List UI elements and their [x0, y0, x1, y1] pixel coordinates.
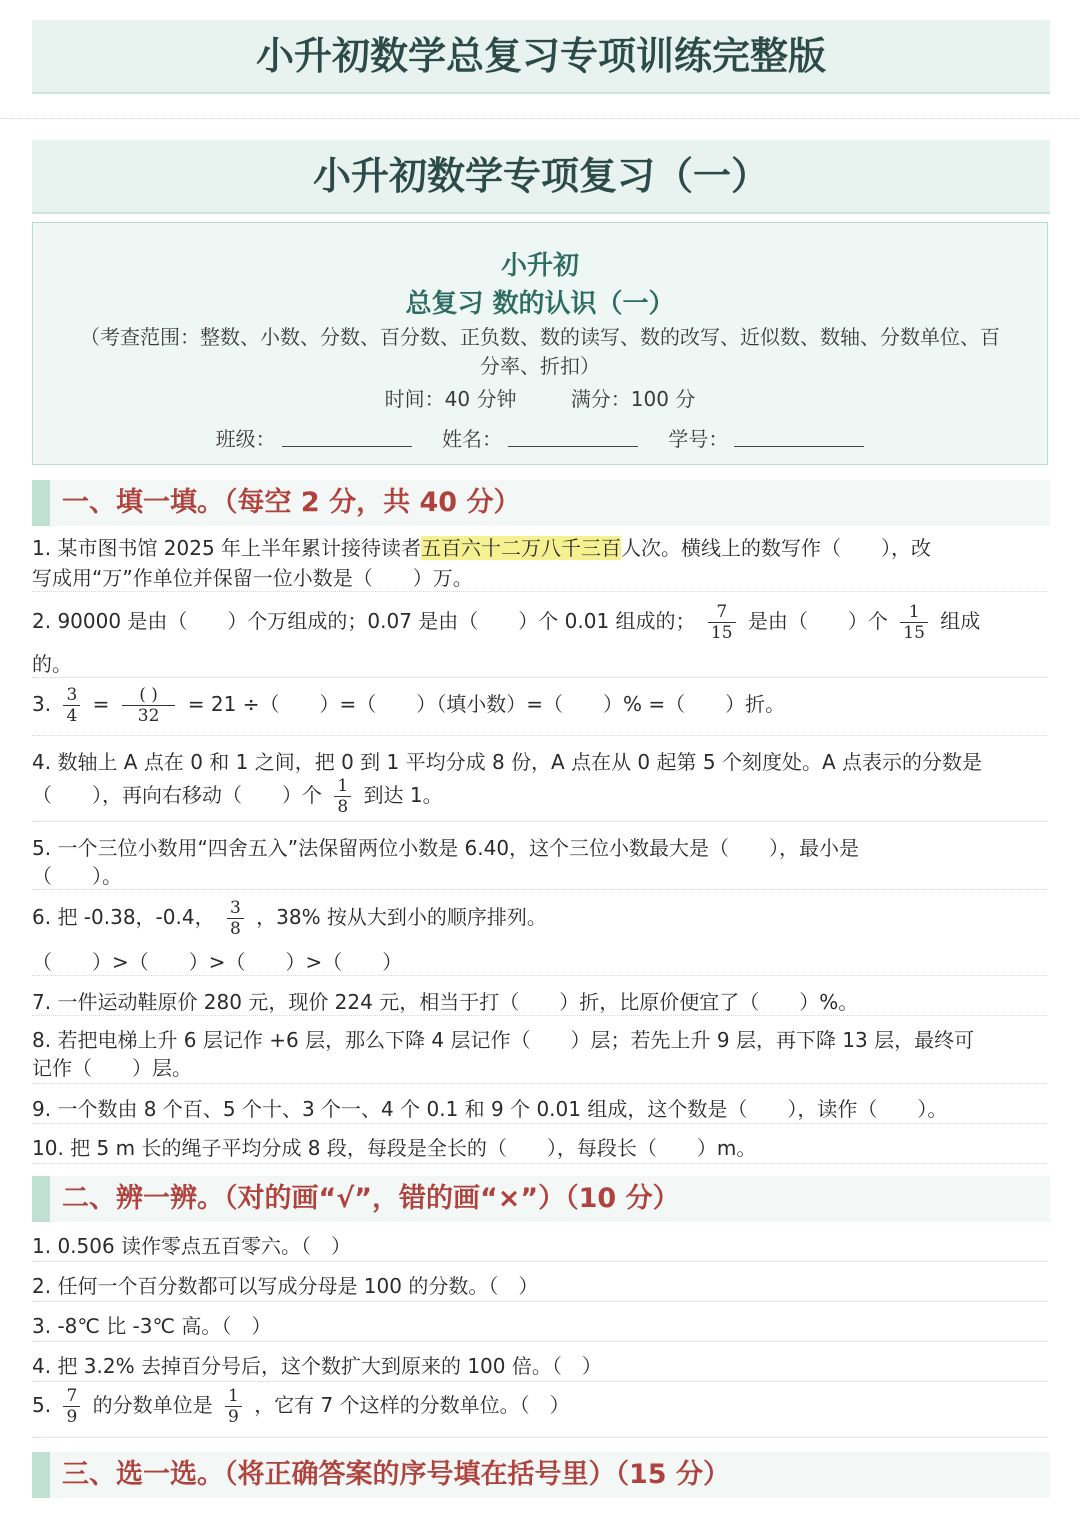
- divider: [0, 118, 1080, 119]
- class-blank[interactable]: [282, 446, 412, 447]
- numerator: 3: [66, 685, 78, 705]
- denominator: 4: [63, 705, 80, 726]
- question-line: [32, 532, 931, 561]
- numerator: 1: [228, 1386, 239, 1406]
- exam-info-box: [32, 222, 1048, 465]
- exam-full-score: 满分：100 分: [570, 387, 696, 411]
- question-text: 6. 把 -0.38，-0.4，: [32, 905, 215, 929]
- name-label: 姓名：: [442, 427, 502, 451]
- question-line: 的。: [32, 652, 72, 676]
- question-line: （ ）。: [32, 864, 122, 888]
- numerator: 7: [716, 602, 728, 622]
- fraction: [63, 685, 80, 726]
- question-fill-2: [32, 596, 1048, 678]
- fraction: [227, 898, 244, 939]
- class-field[interactable]: [216, 423, 412, 452]
- numerator: 1: [908, 602, 920, 622]
- student-fields: [33, 423, 1047, 452]
- question-text: 3.: [32, 692, 52, 716]
- info-title-line2: 总复习 数的认识（一）: [405, 289, 675, 319]
- question-line: [32, 1386, 570, 1427]
- question-line: 2. 任何一个百分数都可以写成分母是 100 的分数。（ ）: [32, 1274, 539, 1298]
- question-text: 到达 1。: [363, 783, 443, 807]
- fraction: [334, 776, 351, 817]
- question-fill-7: [32, 980, 1048, 1016]
- question-text: 1. 某市图书馆 2025 年上半年累计接待读者: [32, 536, 422, 560]
- question-text: 的分数单位是: [92, 1393, 213, 1417]
- question-judge-3: [32, 1306, 1048, 1342]
- question-line: 10. 把 5 m 长的绳子平均分成 8 段，每段是全长的（ ），每段长（ ）m。: [32, 1136, 757, 1160]
- question-line: 9. 一个数由 8 个百、5 个十、3 个一、4 个 0.1 和 9 个 0.01 组成，这个数是（ ），读作（ ）。: [32, 1097, 948, 1121]
- fraction: [63, 1386, 80, 1427]
- id-label: 学号：: [668, 427, 729, 451]
- question-fill-6: [32, 894, 1048, 976]
- question-text: 组成: [940, 609, 981, 633]
- id-blank[interactable]: [734, 446, 864, 447]
- time-score-row: [33, 383, 1047, 412]
- question-text: ，它有 7 个这样的分数单位。（ ）: [254, 1393, 570, 1417]
- question-line: （ ）>（ ）>（ ）>（ ）: [32, 950, 403, 974]
- question-fill-8: [32, 1020, 1048, 1084]
- numerator: 3: [229, 898, 241, 918]
- question-text: =: [92, 692, 110, 716]
- question-fill-3: [32, 682, 1048, 736]
- denominator: 32: [122, 705, 176, 726]
- question-fill-9: [32, 1088, 1048, 1124]
- question-line: [32, 898, 547, 939]
- question-judge-4: [32, 1346, 1048, 1382]
- question-line: 8. 若把电梯上升 6 层记作 +6 层，那么下降 4 层记作（ ）层；若先上升 9 层，再下降 13 层，最终可: [32, 1028, 975, 1052]
- question-fill-4: [32, 740, 1048, 822]
- question-line: 4. 数轴上 A 点在 0 和 1 之间，把 0 到 1 平均分成 8 份，A 点在从 0 起第 5 个刻度处。A 点表示的分数是: [32, 750, 982, 774]
- info-title-line1: 小升初: [500, 251, 579, 281]
- exam-scope: （考查范围：整数、小数、分数、百分数、正负数、数的读写、数的改写、近似数、数轴、分数单位、百分率、折扣）: [80, 325, 1000, 378]
- numerator: ( ): [139, 685, 158, 705]
- highlighted-number: 五百六十二万八千三百: [421, 536, 622, 560]
- section-choice-heading: 三、选一选。（将正确答案的序号填在括号里）（15 分）: [32, 1452, 1050, 1498]
- main-title: 小升初数学总复习专项训练完整版: [32, 20, 1050, 94]
- exam-time: 时间：40 分钟: [384, 387, 517, 411]
- numerator: 7: [66, 1386, 78, 1406]
- question-judge-5: [32, 1384, 1048, 1438]
- question-fill-1: [32, 530, 1048, 592]
- question-line: 写成用“万”作单位并保留一位小数是（ ）万。: [32, 566, 473, 590]
- numerator: 1: [337, 776, 349, 796]
- question-line: 1. 0.506 读作零点五百零六。（ ）: [32, 1234, 352, 1258]
- subtitle: 小升初数学专项复习（一）: [32, 140, 1050, 214]
- section-fill-heading: 一、填一填。（每空 2 分，共 40 分）: [32, 480, 1050, 526]
- class-label: 班级：: [215, 427, 276, 451]
- denominator: 15: [708, 622, 736, 643]
- section-judge-heading: 二、辨一辨。（对的画“√”，错的画“×”）（10 分）: [32, 1176, 1050, 1222]
- question-text: 2. 90000 是由（ ）个万组成的；0.07 是由（ ）个 0.01 组成的；: [32, 609, 696, 633]
- name-blank[interactable]: [508, 446, 638, 447]
- question-line: [32, 776, 443, 817]
- question-judge-1: [32, 1226, 1048, 1262]
- denominator: 8: [334, 796, 351, 817]
- question-text: ，38% 按从大到小的顺序排列。: [256, 905, 547, 929]
- denominator: 9: [63, 1406, 80, 1427]
- fraction: [225, 1386, 242, 1427]
- question-text: 5.: [32, 1393, 52, 1417]
- fraction: [900, 602, 928, 643]
- question-fill-5: [32, 826, 1048, 890]
- question-judge-2: [32, 1266, 1048, 1302]
- fraction: [708, 602, 736, 643]
- question-text: = 21 ÷（ ）=（ ）（填小数）=（ ）% =（ ）折。: [187, 692, 786, 716]
- question-fill-10: [32, 1128, 1048, 1164]
- question-line: 3. -8℃ 比 -3℃ 高。（ ）: [32, 1314, 272, 1338]
- denominator: 8: [227, 918, 244, 939]
- student-id-field[interactable]: [668, 423, 864, 452]
- denominator: 15: [900, 622, 928, 643]
- question-text: （ ），再向右移动（ ）个: [32, 783, 322, 807]
- denominator: 9: [225, 1406, 242, 1427]
- name-field[interactable]: [442, 423, 638, 452]
- question-line: [32, 685, 785, 726]
- question-line: 7. 一件运动鞋原价 280 元，现价 224 元，相当于打（ ）折，比原价便宜了（ ）%。: [32, 990, 859, 1014]
- fraction: [122, 685, 176, 726]
- question-line: [32, 602, 980, 643]
- question-line: 记作（ ）层。: [32, 1056, 192, 1080]
- question-line: 5. 一个三位小数用“四舍五入”法保留两位小数是 6.40，这个三位小数最大是（ ），最小是: [32, 836, 860, 860]
- question-text: 人次。横线上的数写作（ ），改: [621, 536, 932, 560]
- question-line: 4. 把 3.2% 去掉百分号后，这个数扩大到原来的 100 倍。（ ）: [32, 1354, 602, 1378]
- question-text: 是由（ ）个: [747, 609, 888, 633]
